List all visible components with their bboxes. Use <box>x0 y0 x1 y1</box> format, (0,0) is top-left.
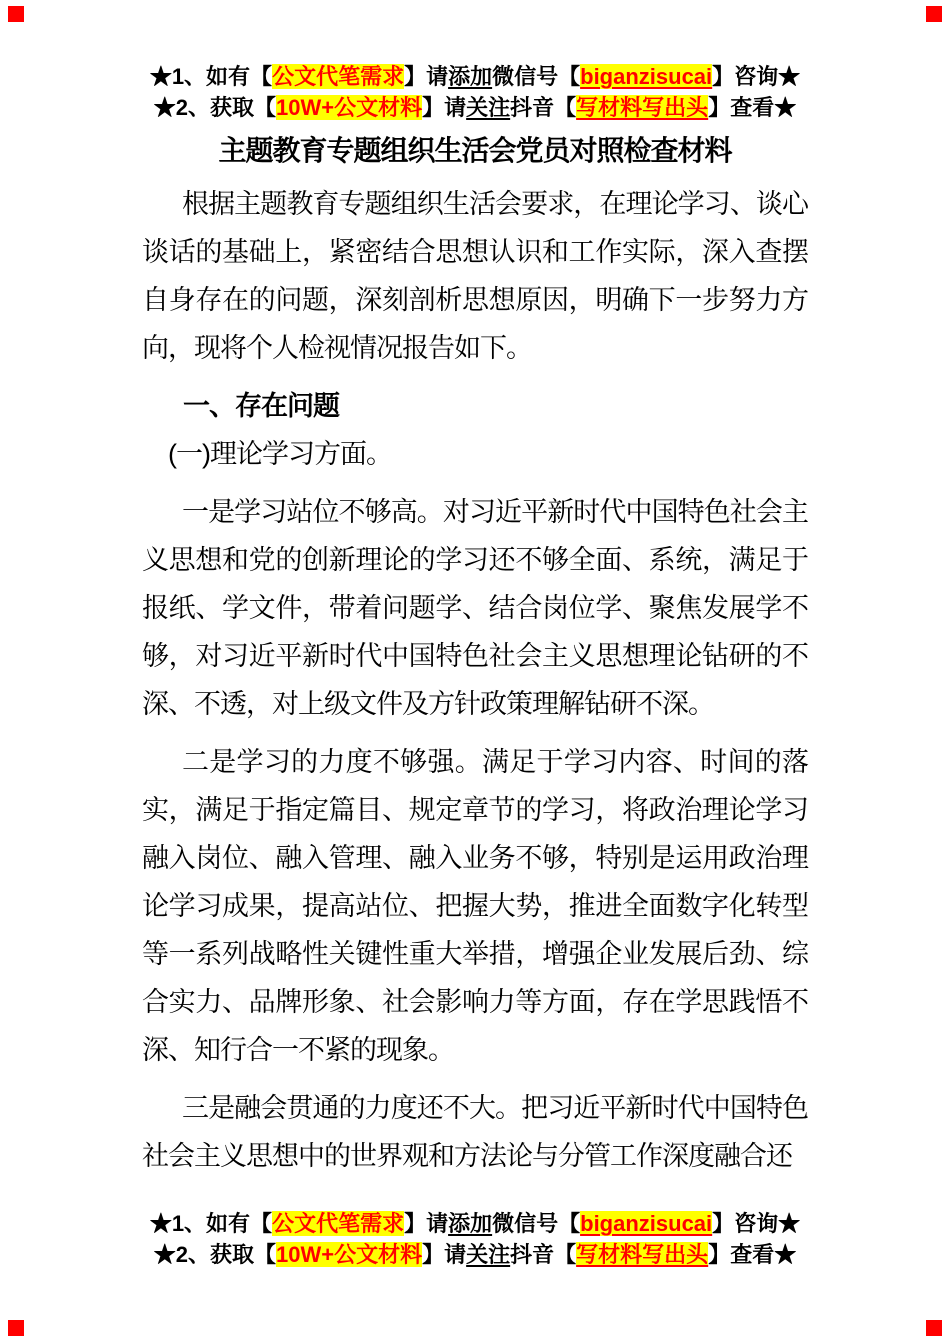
promo-text: 】咨询★ <box>712 64 801 89</box>
point-paragraph-1: 一是学习站位不够高。对习近平新时代中国特色社会主义思想和党的创新理论的学习还不够全面、系统，满足于报纸、学文件，带着问题学、结合岗位学、聚焦发展学不够，对习近平新时代中国特色社会主义思想理论钻研的不深、不透，对上级文件及方针政策理解钻研不深。 <box>142 497 808 719</box>
document-body <box>142 180 808 1180</box>
promo-header <box>0 0 950 123</box>
section-heading: 一、存在问题 <box>183 391 339 421</box>
service-highlight: 公文代笔需求 <box>272 1211 405 1236</box>
promo-header-line-2 <box>0 92 950 123</box>
document-title: 主题教育专题组织生活会党员对照检查材料 <box>218 135 732 166</box>
material-highlight: 10W+公文材料 <box>276 95 423 120</box>
service-highlight: 公文代笔需求 <box>272 64 405 89</box>
promo-text: 】请 <box>422 95 467 120</box>
promo-footer <box>0 1208 950 1270</box>
corner-marker-bottom-right <box>926 1320 942 1336</box>
douyin-account-highlight: 写材料写出头 <box>576 1242 709 1267</box>
promo-footer-line-1 <box>0 1208 950 1239</box>
promo-text: ★2、获取【 <box>153 1242 277 1267</box>
promo-text: ★1、如有【 <box>149 1211 273 1236</box>
underlined-action-text: 添加 <box>448 1211 493 1236</box>
promo-text: 微信号【 <box>492 64 581 89</box>
douyin-account-highlight: 写材料写出头 <box>576 95 709 120</box>
promo-text: 微信号【 <box>492 1211 581 1236</box>
wechat-id-highlight: biganzisucai <box>580 64 713 89</box>
underlined-action-text: 关注 <box>466 1242 511 1267</box>
promo-footer-line-2 <box>0 1239 950 1270</box>
wechat-id-highlight: biganzisucai <box>580 1211 713 1236</box>
promo-text: 】请 <box>404 64 449 89</box>
corner-marker-top-left <box>8 6 24 22</box>
point-paragraph-3: 三是融会贯通的力度还不大。把习近平新时代中国特色社会主义思想中的世界观和方法论与分管工作深度融合还 <box>142 1093 808 1171</box>
promo-text: 】查看★ <box>708 95 797 120</box>
promo-text: ★1、如有【 <box>149 64 273 89</box>
intro-paragraph: 根据主题教育专题组织生活会要求，在理论学习、谈心谈话的基础上，紧密结合思想认识和工作实际，深入查摆自身存在的问题，深刻剖析思想原因，明确下一步努力方向，现将个人检视情况报告如下。 <box>142 189 808 363</box>
promo-text: 】请 <box>422 1242 467 1267</box>
point-paragraph-2: 二是学习的力度不够强。满足于学习内容、时间的落实，满足于指定篇目、规定章节的学习，将政治理论学习融入岗位、融入管理、融入业务不够，特别是运用政治理论学习成果，提高站位、把握大势，推进全面数字化转型等一系列战略性关键性重大举措，增强企业发展后劲、综合实力、品牌形象、社会影响力等方面，存在学思践悟不深、知行合一不紧的现象。 <box>142 747 808 1065</box>
promo-text: 】请 <box>404 1211 449 1236</box>
promo-text: 抖音【 <box>510 1242 577 1267</box>
underlined-action-text: 添加 <box>448 64 493 89</box>
material-highlight: 10W+公文材料 <box>276 1242 423 1267</box>
promo-text: 抖音【 <box>510 95 577 120</box>
promo-text: 】咨询★ <box>712 1211 801 1236</box>
corner-marker-top-right <box>926 6 942 22</box>
subsection-heading: (一)理论学习方面。 <box>168 439 392 469</box>
promo-text: ★2、获取【 <box>153 95 277 120</box>
promo-text: 】查看★ <box>708 1242 797 1267</box>
underlined-action-text: 关注 <box>466 95 511 120</box>
promo-header-line-1 <box>0 61 950 92</box>
corner-marker-bottom-left <box>8 1320 24 1336</box>
